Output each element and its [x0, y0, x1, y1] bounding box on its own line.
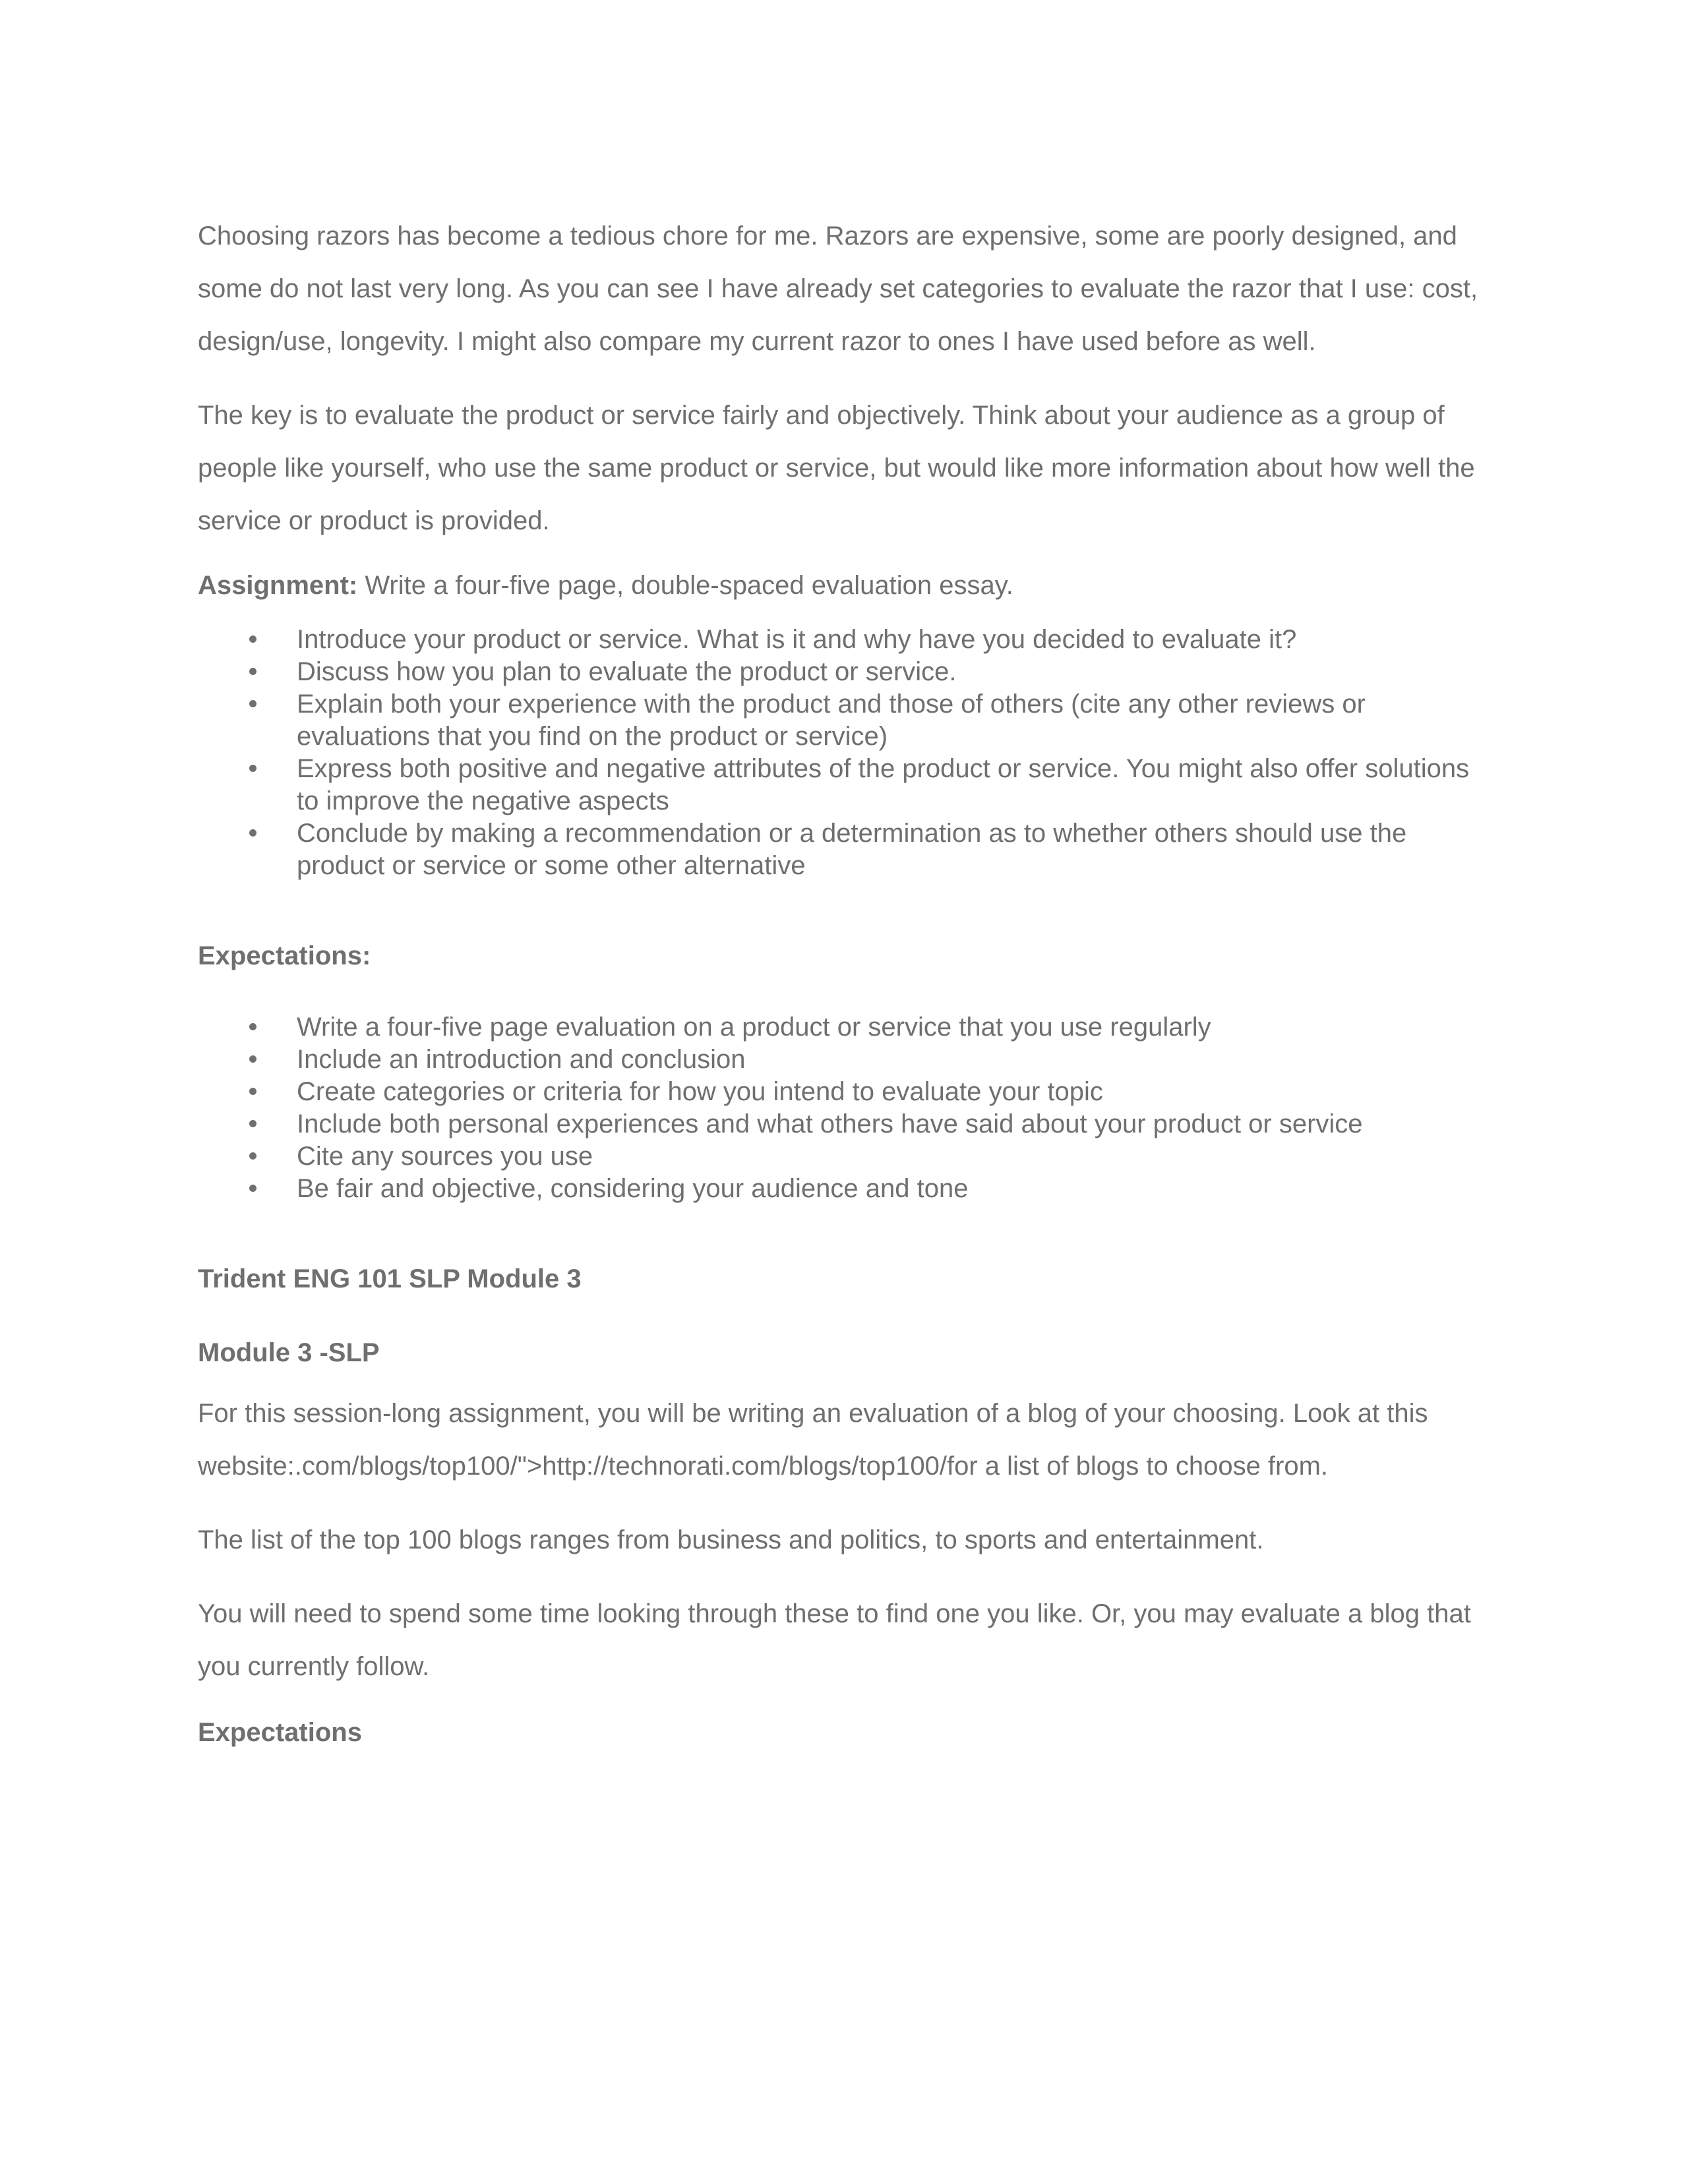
bullet-icon [249, 1088, 256, 1095]
list-item: Include both personal experiences and what others have said about your product or service [198, 1108, 1490, 1140]
expectations-list [198, 1011, 1490, 1205]
assignment-paragraph [198, 567, 1490, 604]
module-paragraph-assignment: For this session-long assignment, you will be writing an evaluation of a blog of your choosing. Look at this website:.com/blogs/top100/">http://technorati.com/blogs/top100/for a list of blogs to choose from. [198, 1399, 1428, 1481]
bullet-icon [249, 668, 256, 675]
document-content [198, 210, 1490, 1751]
bullet-icon [249, 765, 256, 772]
list-item: Cite any sources you use [198, 1140, 1490, 1173]
bullet-icon [249, 1023, 256, 1030]
module-paragraph-spend-time: You will need to spend some time looking through these to find one you like. Or, you may evaluate a blog that you currently follow. [198, 1599, 1471, 1681]
list-item: Write a four-five page evaluation on a product or service that you use regularly [198, 1011, 1490, 1044]
assignment-text: Write a four-five page, double-spaced evaluation essay. [357, 571, 1013, 600]
bullet-icon [249, 1185, 256, 1192]
module-subtitle: Module 3 -SLP [198, 1338, 380, 1367]
bullet-icon [249, 700, 256, 707]
bullet-icon [249, 635, 256, 643]
bullet-icon [249, 1055, 256, 1063]
bullet-icon [249, 1120, 256, 1127]
list-item: Conclude by making a recommendation or a determination as to whether others should use the product or service or some other alternative [198, 817, 1490, 882]
list-item: Be fair and objective, considering your audience and tone [198, 1173, 1490, 1205]
assignment-label: Assignment: [198, 571, 358, 600]
list-item: Create categories or criteria for how you intend to evaluate your topic [198, 1076, 1490, 1108]
list-item: Express both positive and negative attributes of the product or service. You might also offer solutions to improve the negative aspects [198, 753, 1490, 817]
intro-paragraph-razors: Choosing razors has become a tedious chore for me. Razors are expensive, some are poorly designed, and some do not last very long. As you can see I have already set categories to evaluate the razor that I use: cost, design/use, longevity. I might also compare my current razor to ones I have used before as well. [198, 221, 1478, 356]
list-item: Discuss how you plan to evaluate the product or service. [198, 656, 1490, 688]
module-paragraph-top100: The list of the top 100 blogs ranges from business and politics, to sports and entertainment. [198, 1525, 1264, 1554]
list-item: Explain both your experience with the product and those of others (cite any other reviews or evaluations that you find on the product or service) [198, 688, 1490, 753]
module-expectations-heading: Expectations [198, 1718, 362, 1747]
assignment-list [198, 624, 1490, 882]
module-title: Trident ENG 101 SLP Module 3 [198, 1264, 582, 1293]
expectations-heading: Expectations: [198, 941, 371, 970]
bullet-icon [249, 1152, 256, 1160]
list-item: Introduce your product or service. What is it and why have you decided to evaluate it? [198, 624, 1490, 656]
list-item: Include an introduction and conclusion [198, 1044, 1490, 1076]
intro-paragraph-key: The key is to evaluate the product or service fairly and objectively. Think about your audience as a group of people like yourself, who use the same product or service, but would like more information about how well the service or product is provided. [198, 401, 1475, 535]
bullet-icon [249, 829, 256, 837]
